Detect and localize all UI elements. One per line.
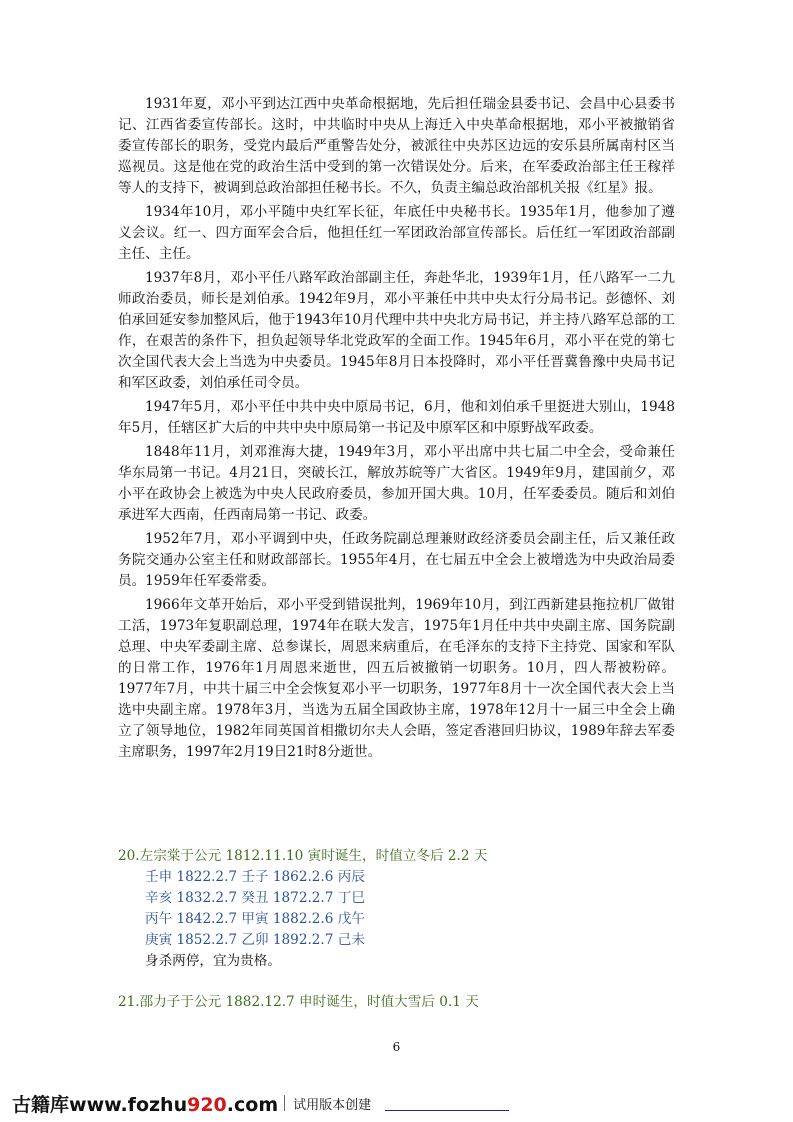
section-21 xyxy=(118,992,675,1013)
section-20-note: 身杀两停，宜为贵格。 xyxy=(145,953,281,969)
section-20-line-4: 庚寅 1852.2.7 乙卯 1892.2.7 己未 xyxy=(145,932,365,948)
footer-underline xyxy=(385,1096,509,1111)
paragraph-1952: 1952年7月，邓小平调到中央，任政务院副总理兼财政经济委员会副主任，后又兼任政务院交通办公室主任和财政部部长。1955年4月，在七届五中全会上被增选为中央政治局委员。1959年任军委常委。 xyxy=(118,531,675,589)
page-number: 6 xyxy=(392,1040,401,1054)
footer-logo-text: 古籍库 xyxy=(12,1093,70,1116)
section-20-line-1: 壬申 1822.2.7 壬子 1862.2.6 丙辰 xyxy=(145,869,365,885)
paragraph-1947: 1947年5月，邓小平任中共中央中原局书记，6月，他和刘伯承千里挺进大别山，1948年5月，任辖区扩大后的中共中央中原局第一书记及中原军区和中原野战军政委。 xyxy=(118,399,675,436)
section-20-line-2: 辛亥 1832.2.7 癸丑 1872.2.7 丁巳 xyxy=(145,890,365,906)
footer-note: 试用版本创建 xyxy=(293,1097,372,1113)
section-20 xyxy=(118,846,675,972)
footer-separator xyxy=(284,1095,285,1111)
paragraph-1848: 1848年11月，刘邓淮海大捷，1949年3月，邓小平出席中共七届二中全会，受命兼任华东局第一书记。4月21日，突破长江，解放苏皖等广大省区。1949年9月，建国前夕，邓小平在政协会上被选为中央人民政府委员，参加开国大典。10月，任军委委员。随后和刘伯承进军大西南，任西南局第一书记、政委。 xyxy=(118,444,675,523)
section-21-heading: 21.邵力子于公元 1882.12.7 申时诞生，时值大雪后 0.1 天 xyxy=(118,994,479,1010)
footer-watermark xyxy=(12,1088,512,1118)
paragraph-1966: 1966年文革开始后，邓小平受到错误批判，1969年10月，到江西新建县拖拉机厂做钳工活，1973年复职副总理，1974年在联大发言，1975年1月任中共中央副主席、国务院副总理、中央军委副主席、总参谋长，周恩来病重后，在毛泽东的支持下主持党、国家和军队的日常工作，1976年1月周恩来逝世，四五后被撤销一切职务。10月，四人帮被粉碎。1977年7月，中共十届三中全会恢复邓小平一切职务，1977年8月十一次全国代表大会上当选中央副主席。1978年3月，当选为五届全国政协主席，1978年12月十一届三中全会上确立了领导地位，1982年同英国首相撒切尔夫人会晤，签定香港回归协议，1989年辞去军委主席职务，1997年2月19日21时8分逝世。 xyxy=(118,597,675,760)
paragraph-1934: 1934年10月，邓小平随中央红军长征，年底任中央秘书长。1935年1月，他参加了遵义会议。红一、四方面军会合后，他担任红一军团政治部宣传部长。后任红一军团政治部副主任、主任。 xyxy=(118,204,675,262)
biography-body xyxy=(118,94,675,763)
footer-logo-url-red: 920 xyxy=(187,1093,227,1116)
paragraph-1931: 1931年夏，邓小平到达江西中央革命根据地，先后担任瑞金县委书记、会昌中心县委书记、江西省委宣传部长。这时，中共临时中央从上海迁入中央革命根据地，邓小平被撤销省委宣传部长的职务，受党内最后严重警告处分，被派往中央苏区边远的安乐县所属南村区当巡视员。这是他在党的政治生活中受到的第一次错误处分。后来，在军委政治部主任王稼祥等人的支持下，被调到总政治部担任秘书长。不久，负责主编总政治部机关报《红星》报。 xyxy=(118,96,675,196)
section-20-line-3: 丙午 1842.2.7 甲寅 1882.2.6 戊午 xyxy=(145,911,365,927)
footer-logo-url-end: .com xyxy=(226,1093,279,1116)
section-20-heading: 20.左宗棠于公元 1812.11.10 寅时诞生，时值立冬后 2.2 天 xyxy=(118,848,488,864)
footer-logo-url-start: www.fozhu xyxy=(69,1093,188,1116)
paragraph-1937: 1937年8月，邓小平任八路军政治部副主任，奔赴华北，1939年1月，任八路军一二九师政治委员，师长是刘伯承。1942年9月，邓小平兼任中共中央太行分局书记。彭德怀、刘伯承回延安参加整风后，他于1943年10月代理中共中央北方局书记，并主持八路军总部的工作，在艰苦的条件下，担负起领导华北党政军的全面工作。1945年6月，邓小平在党的第七次全国代表大会上当选为中央委员。1945年8月日本投降时，邓小平任晋冀鲁豫中央局书记和军区政委，刘伯承任司令员。 xyxy=(118,270,675,391)
footer-logo xyxy=(12,1090,278,1117)
